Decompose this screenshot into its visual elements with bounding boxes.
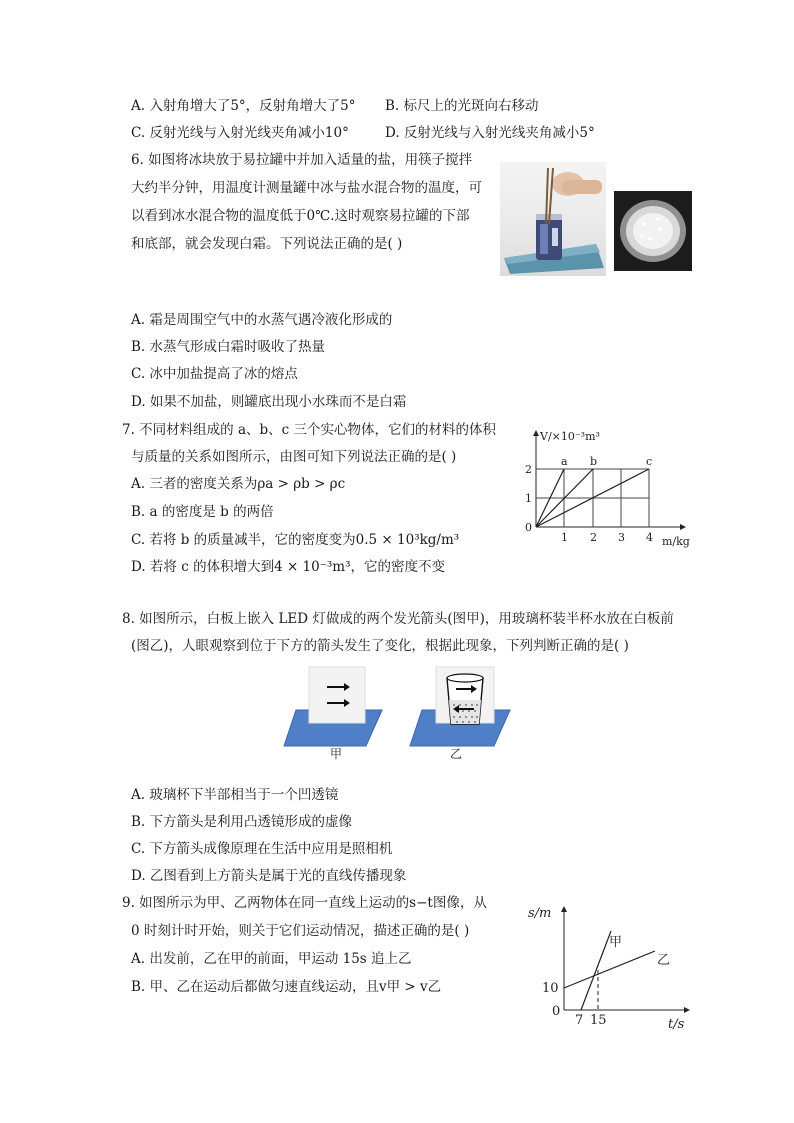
q9-xtick-7: 7 xyxy=(575,1013,584,1028)
q9-xlabel: t/s xyxy=(668,1017,685,1032)
q9-origin: 0 xyxy=(552,1004,561,1019)
q7-ylabel: V/×10⁻³m³ xyxy=(540,430,600,443)
q7-xtick-3: 3 xyxy=(618,531,625,544)
q7-xtick-2: 2 xyxy=(590,531,597,544)
q5-option-c: C. 反射光线与入射光线夹角减小10° xyxy=(131,125,349,141)
q9-xtick-15: 15 xyxy=(590,1013,607,1028)
q9-label-jia: 甲 xyxy=(609,935,623,950)
q6-option-a: A. 霜是周围空气中的水蒸气遇冷液化形成的 xyxy=(131,312,393,328)
q9-option-a: A. 出发前，乙在甲的前面，甲运动 15s 追上乙 xyxy=(131,951,412,967)
q7-series-a: a xyxy=(561,455,568,468)
q7-xlabel: m/kg xyxy=(662,535,690,548)
q7-option-a: A. 三者的密度关系为ρa > ρb > ρc xyxy=(131,476,346,492)
q8-option-c: C. 下方箭头成像原理在生活中应用是照相机 xyxy=(131,841,393,857)
q6-stem-line4: 和底部，就会发现白霜。下列说法正确的是( ) xyxy=(131,236,403,252)
q6-option-b: B. 水蒸气形成白霜时吸收了热量 xyxy=(131,339,326,355)
q7-option-b: B. a 的密度是 b 的两倍 xyxy=(131,504,274,520)
q9-ytick-10: 10 xyxy=(542,981,559,996)
q9-stem-line1: 9. 如图所示为甲、乙两物体在同一直线上运动的s−t图像，从 xyxy=(122,895,487,911)
figure-jia-label: 甲 xyxy=(330,747,343,761)
q7-ytick-2: 2 xyxy=(525,463,532,476)
q8-option-d: D. 乙图看到上方箭头是属于光的直线传播现象 xyxy=(131,868,407,884)
q9-ylabel: s/m xyxy=(528,906,552,921)
q5-option-b: B. 标尺上的光斑向右移动 xyxy=(385,98,539,114)
q7-xtick-1: 1 xyxy=(561,531,568,544)
frost-photo xyxy=(614,191,692,271)
q7-ytick-1: 1 xyxy=(525,492,532,505)
q8-option-a: A. 玻璃杯下半部相当于一个凹透镜 xyxy=(131,787,339,803)
figure-yi-label: 乙 xyxy=(450,747,463,761)
q8-stem-line2: (图乙)，人眼观察到位于下方的箭头发生了变化，根据此现象，下列判断正确的是( ) xyxy=(131,638,629,654)
q7-series-b: b xyxy=(590,455,598,468)
q5-option-a: A. 入射角增大了5°，反射角增大了5° xyxy=(131,98,356,114)
q7-ytick-0: 0 xyxy=(525,521,532,534)
q9-option-b: B. 甲、乙在运动后都做匀速直线运动，且v甲 > v乙 xyxy=(131,979,442,995)
q7-stem-line2: 与质量的关系如图所示，由图可知下列说法正确的是( ) xyxy=(131,449,457,465)
q8-option-b: B. 下方箭头是利用凸透镜形成的虚像 xyxy=(131,814,353,830)
q6-stem-line2: 大约半分钟，用温度计测量罐中冰与盐水混合物的温度，可 xyxy=(131,180,482,196)
q6-option-c: C. 冰中加盐提高了冰的熔点 xyxy=(131,366,298,382)
q6-stem-line3: 以看到冰水混合物的温度低于0℃.这时观察易拉罐的下部 xyxy=(131,208,470,224)
q7-xtick-4: 4 xyxy=(646,531,653,544)
q9-label-yi: 乙 xyxy=(657,953,671,968)
q8-stem-line1: 8. 如图所示，白板上嵌入 LED 灯做成的两个发光箭头(图甲)，用玻璃杯装半杯水放在白板前 xyxy=(122,611,674,627)
q7-volume-mass-graph xyxy=(520,420,695,550)
q7-series-c: c xyxy=(646,455,653,468)
q5-option-d: D. 反射光线与入射光线夹角减小5° xyxy=(385,125,595,141)
q7-stem-line1: 7. 不同材料组成的 a、b、c 三个实心物体，它们的材料的体积 xyxy=(122,422,497,438)
q6-stem-line1: 6. 如图将冰块放于易拉罐中并加入适量的盐，用筷子搅拌 xyxy=(131,152,473,168)
q9-displacement-time-graph xyxy=(520,898,700,1036)
q6-option-d: D. 如果不加盐，则罐底出现小水珠而不是白霜 xyxy=(131,394,407,410)
can-photo xyxy=(500,162,606,276)
q9-stem-line2: 0 时刻计时开始，则关于它们运动情况，描述正确的是( ) xyxy=(131,923,470,939)
q7-option-d: D. 若将 c 的体积增大到4 × 10⁻³m³，它的密度不变 xyxy=(131,559,445,575)
q7-option-c: C. 若将 b 的质量减半，它的密度变为0.5 × 10³kg/m³ xyxy=(131,532,460,548)
